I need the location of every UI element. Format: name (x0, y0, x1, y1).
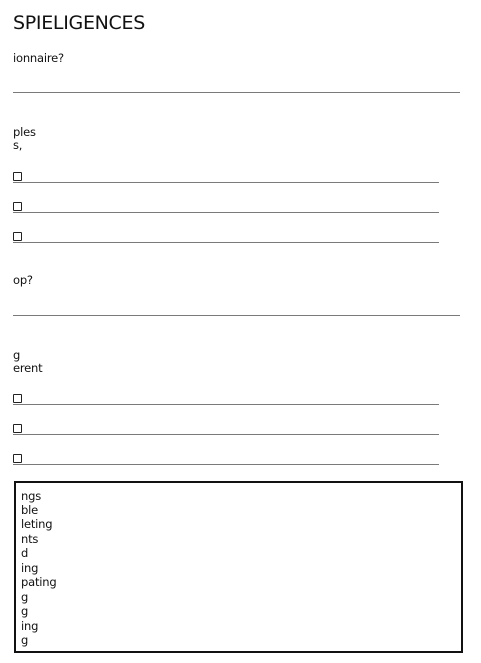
word-box (14, 481, 463, 653)
checkbox-4a[interactable] (13, 394, 22, 403)
answer-line-4c[interactable] (13, 464, 439, 465)
word-box-item: ble (21, 503, 38, 517)
answer-line-4a[interactable] (13, 404, 439, 405)
checkbox-2c[interactable] (13, 232, 22, 241)
word-box-item: nts (21, 532, 39, 546)
question-4-line-1: g (13, 348, 21, 362)
word-box-item: g (21, 604, 29, 618)
question-2-line-1: ples (13, 125, 36, 139)
checkbox-4c[interactable] (13, 454, 22, 463)
answer-line-2c[interactable] (13, 242, 439, 243)
checkbox-4b[interactable] (13, 424, 22, 433)
question-2-line-2: s, (13, 138, 23, 152)
answer-line-4b[interactable] (13, 434, 439, 435)
question-3-text: op? (13, 273, 33, 287)
word-box-item: leting (21, 517, 53, 531)
answer-line-2a[interactable] (13, 182, 439, 183)
word-box-item: ing (21, 619, 39, 633)
word-box-item: d (21, 546, 29, 560)
word-box-item: g (21, 590, 29, 604)
word-box-item: g (21, 633, 29, 647)
checkbox-2b[interactable] (13, 202, 22, 211)
question-1-text: ionnaire? (13, 51, 64, 65)
word-box-item: ngs (21, 489, 41, 503)
answer-line-1[interactable] (13, 92, 460, 93)
word-box-item: pating (21, 575, 57, 589)
answer-line-2b[interactable] (13, 212, 439, 213)
checkbox-2a[interactable] (13, 172, 22, 181)
question-4-line-2: erent (13, 361, 43, 375)
worksheet-title: SPIELIGENCES (13, 12, 145, 34)
word-box-item: ing (21, 561, 39, 575)
answer-line-3[interactable] (13, 315, 460, 316)
